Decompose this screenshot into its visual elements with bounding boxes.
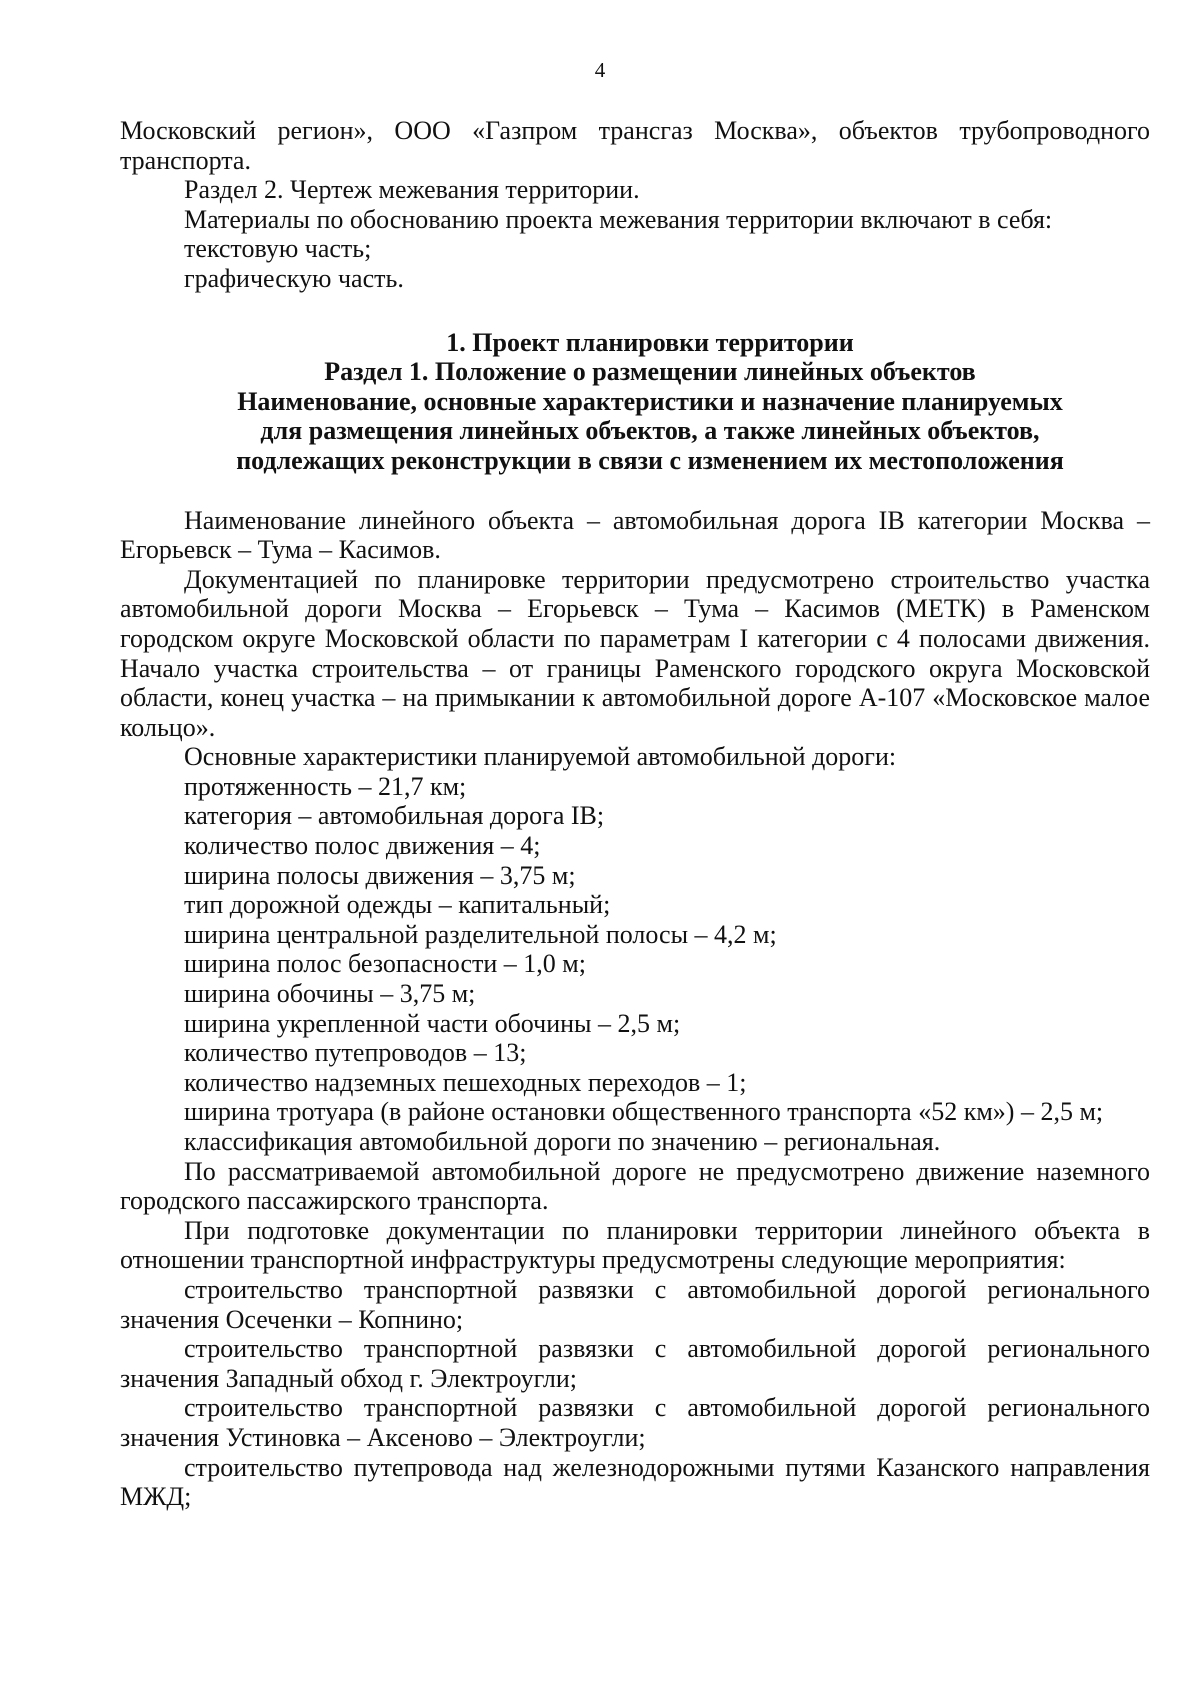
intro-continuation: Московский регион», ООО «Газпром трансгаз Москва», объектов трубопроводного транспорта. xyxy=(120,116,1150,175)
heading-line: для размещения линейных объектов, а также линейных объектов, xyxy=(260,416,1040,446)
measure-item: строительство транспортной развязки с автомобильной дорогой регионального значения Западный обход г. Электроугли; xyxy=(120,1334,1150,1393)
page-number: 4 xyxy=(594,58,606,82)
heading-line: 1. Проект планировки территории xyxy=(446,327,854,357)
characteristic-item: ширина тротуара (в районе остановки общественного транспорта «52 км») – 2,5 м; xyxy=(184,1097,1104,1127)
characteristic-item: категория – автомобильная дорога IB; xyxy=(184,801,605,831)
characteristic-item: количество надземных пешеходных переходов – 1; xyxy=(184,1067,747,1097)
characteristic-item: тип дорожной одежды – капитальный; xyxy=(184,890,611,920)
body-text xyxy=(120,116,1150,1512)
characteristic-item: ширина укрепленной части обочины – 2,5 м; xyxy=(184,1008,681,1038)
object-name-paragraph: Наименование линейного объекта – автомобильная дорога IB категории Москва – Егорьевск – Тума – Касимов. xyxy=(120,505,1150,565)
heading-line: подлежащих реконструкции в связи с изменением их местоположения xyxy=(236,445,1064,475)
section-heading xyxy=(120,328,1150,476)
measure-item: строительство транспортной развязки с автомобильной дорогой регионального значения Устиновка – Аксеново – Электроугли; xyxy=(120,1393,1150,1452)
spacer xyxy=(120,294,1150,328)
characteristic-item: ширина полос безопасности – 1,0 м; xyxy=(184,949,586,979)
materials-item-graphic: графическую часть. xyxy=(184,263,404,293)
documentation-paragraph: Документацией по планировке территории предусмотрено строительство участка автомобильной дороги Москва – Егорьевск – Тума – Касимов (МЕТК) в Раменском городском округе Московской области по параметрам I категории с 4 полосами движения. Начало участка строительства – от границы Раменского городского округа Московской области, конец участка – на примыкании к автомобильной дороге А-107 «Московское малое кольцо». xyxy=(120,564,1150,742)
characteristic-item: ширина обочины – 3,75 м; xyxy=(184,979,476,1009)
characteristic-item: классификация автомобильной дороги по значению – региональная. xyxy=(184,1127,941,1156)
characteristic-item: ширина полосы движения – 3,75 м; xyxy=(184,860,576,890)
characteristic-item: ширина центральной разделительной полосы – 4,2 м; xyxy=(184,919,777,949)
heading-line: Раздел 1. Положение о размещении линейных объектов xyxy=(324,357,976,387)
measure-item: строительство путепровода над железнодорожными путями Казанского направления МЖД; xyxy=(120,1452,1150,1512)
measures-intro-paragraph: При подготовке документации по планировки территории линейного объекта в отношении транспортной инфраструктуры предусмотрены следующие мероприятия: xyxy=(120,1215,1150,1275)
materials-line: Материалы по обоснованию проекта межевания территории включают в себя: xyxy=(184,204,1053,234)
characteristic-item: количество путепроводов – 13; xyxy=(184,1038,527,1068)
materials-item-text: текстовую часть; xyxy=(184,234,372,264)
no-transport-paragraph: По рассматриваемой автомобильной дороге не предусмотрено движение наземного городского пассажирского транспорта. xyxy=(120,1156,1150,1216)
measure-item: строительство транспортной развязки с автомобильной дорогой регионального значения Осеченки – Копнино; xyxy=(120,1274,1150,1334)
characteristics-intro: Основные характеристики планируемой автомобильной дороги: xyxy=(184,742,897,772)
characteristic-item: количество полос движения – 4; xyxy=(184,831,541,861)
characteristic-item: протяженность – 21,7 км; xyxy=(184,771,467,801)
section-2-line: Раздел 2. Чертеж межевания территории. xyxy=(184,175,640,205)
heading-line: Наименование, основные характеристики и назначение планируемых xyxy=(237,386,1063,416)
